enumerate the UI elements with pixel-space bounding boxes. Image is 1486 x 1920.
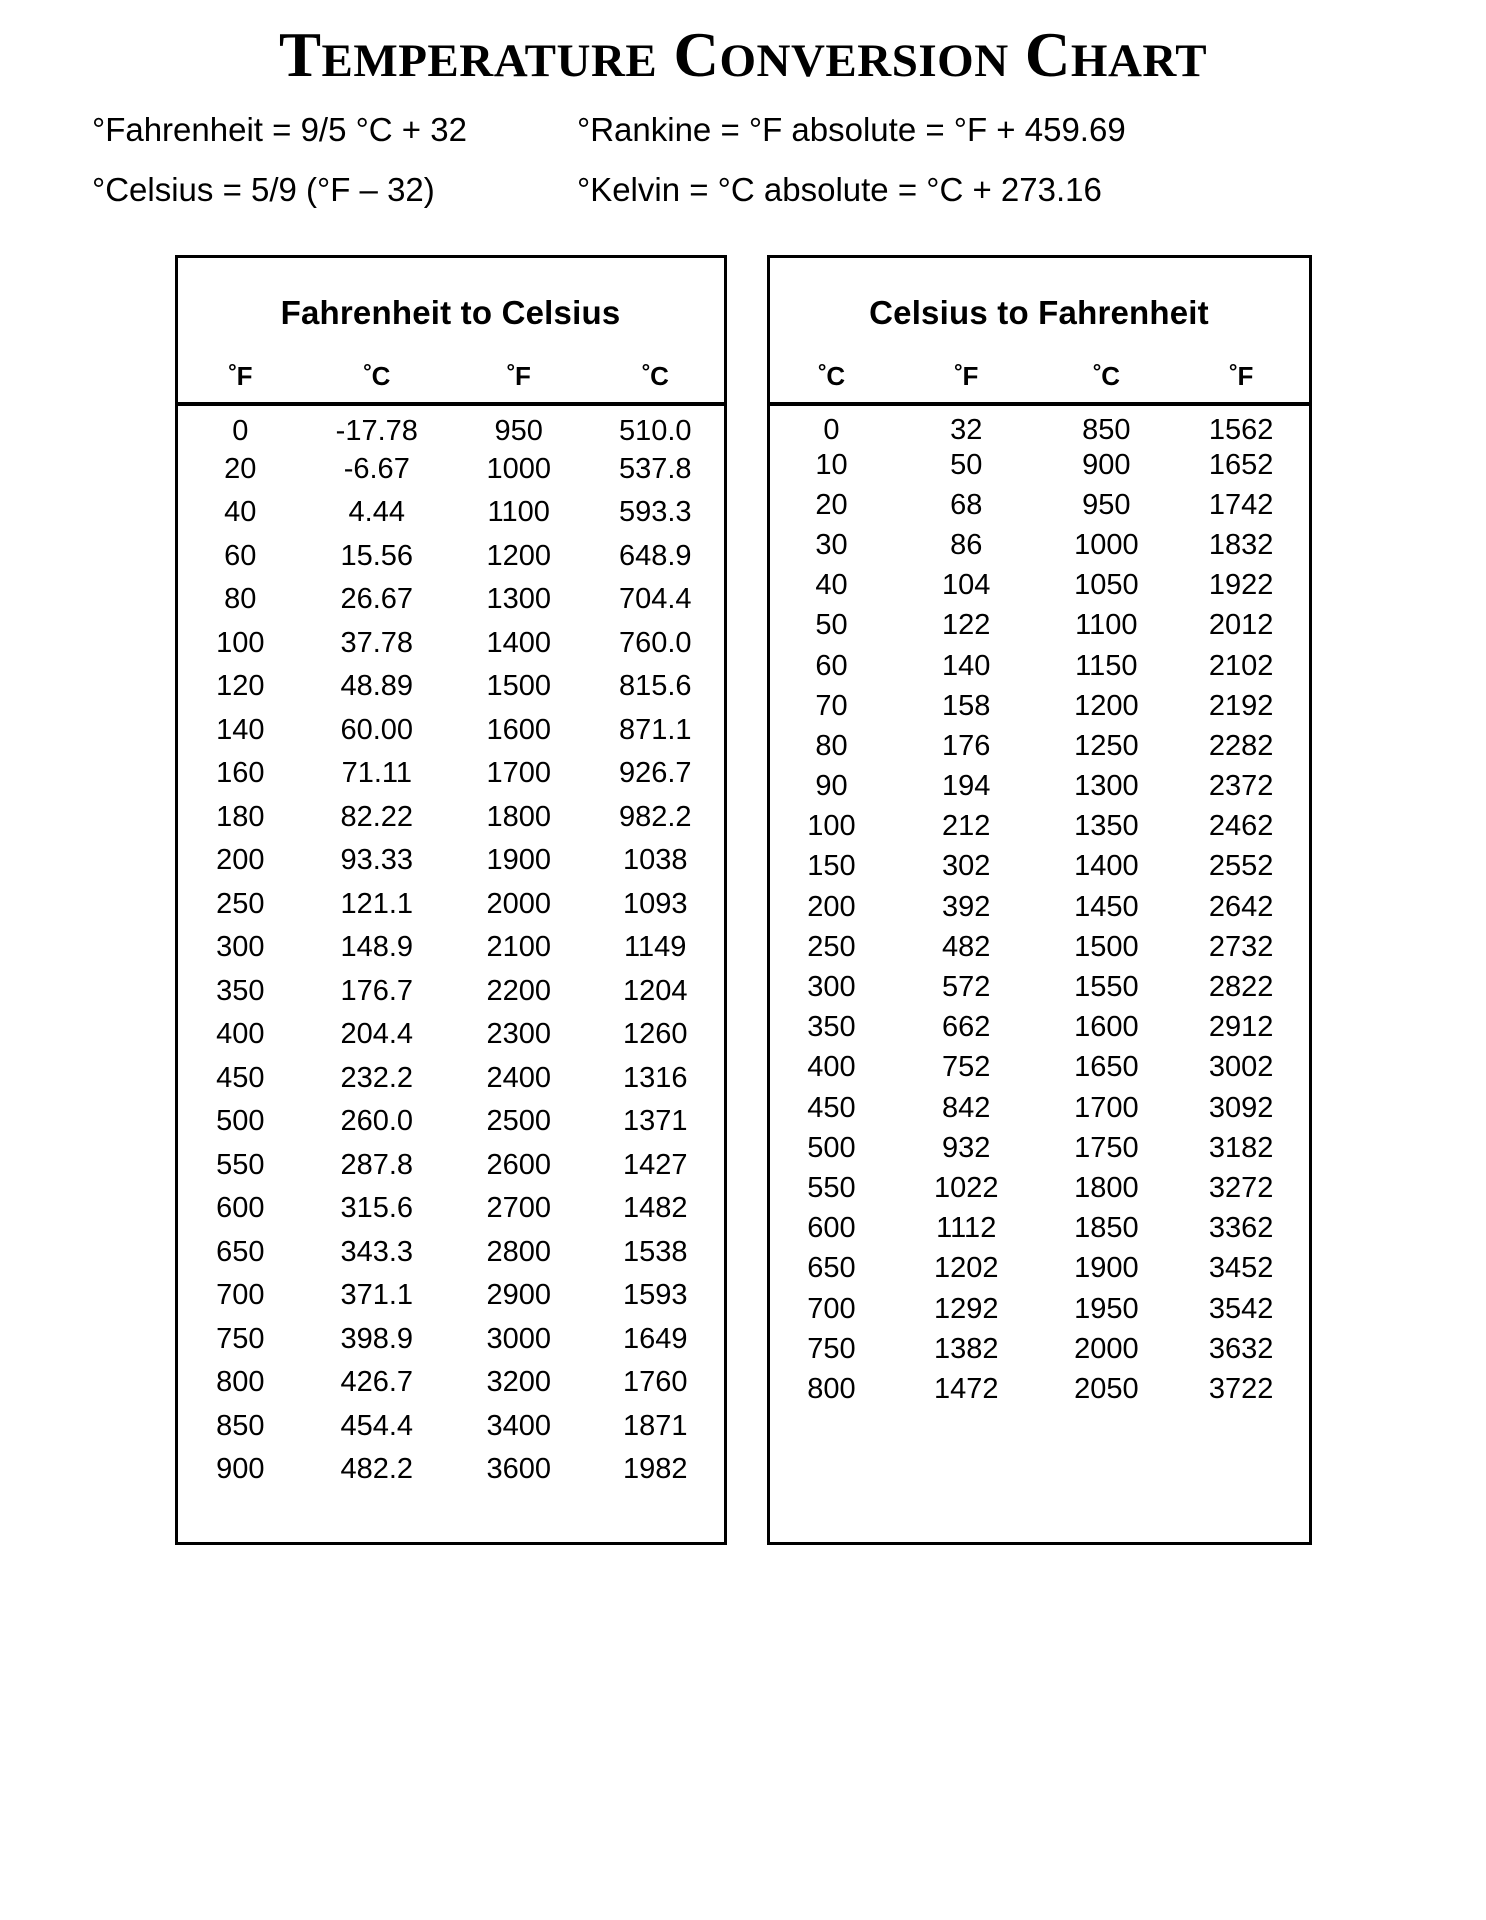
table-cell: 1100 [1075, 609, 1138, 642]
table-row [178, 1317, 724, 1361]
table-cell: 426.7 [340, 1366, 414, 1399]
table-cell: 260.0 [340, 1105, 414, 1138]
table-cell: 86 [950, 528, 983, 561]
degree-symbol: ° [506, 360, 516, 384]
table-cell: 3182 [1208, 1131, 1274, 1164]
table-cell: 48.89 [340, 670, 414, 703]
table-row [178, 752, 724, 796]
table-cell: 315.6 [340, 1192, 414, 1225]
table-cell: 1482 [622, 1192, 688, 1225]
table-cell: 400 [216, 1018, 265, 1051]
table-cell: 700 [216, 1279, 265, 1312]
table-cell: 450 [216, 1061, 265, 1094]
table-cell: 100 [216, 626, 265, 659]
table-cell: 2900 [486, 1279, 551, 1312]
table-cell: 10 [815, 448, 848, 481]
table-cell: 176.7 [340, 974, 414, 1007]
table-cell: 1200 [1074, 689, 1139, 722]
table-cell: 60 [815, 649, 848, 682]
fahrenheit-to-celsius-table [178, 358, 724, 1491]
column-header-f1: °F [954, 360, 979, 391]
table-cell: 1472 [933, 1372, 999, 1405]
table-cell: 160 [216, 757, 265, 790]
table-cell: 1900 [486, 844, 551, 877]
table-cell: 0 [232, 415, 249, 448]
table-cell: 1871 [622, 1409, 688, 1442]
table-header-row [178, 358, 724, 404]
table-cell: 1982 [622, 1453, 688, 1486]
table-row [770, 1329, 1309, 1369]
table-cell: 850 [1082, 413, 1131, 446]
table-cell: 1300 [1074, 770, 1139, 803]
table-cell: 842 [942, 1091, 991, 1124]
table-cell: 204.4 [340, 1018, 414, 1051]
table-cell: 1112 [936, 1212, 997, 1245]
table-cell: 3272 [1208, 1171, 1274, 1204]
table-cell: 40 [815, 569, 848, 602]
table-cell: 26.67 [340, 583, 414, 616]
table-row [770, 1048, 1309, 1088]
table-row [178, 1274, 724, 1318]
table-cell: 140 [216, 713, 265, 746]
table-cell: 1100 [487, 496, 550, 529]
formula-rankine: °Rankine = °F absolute = °F + 459.69 [577, 111, 1126, 148]
table-cell: 1300 [486, 583, 551, 616]
table-row [178, 491, 724, 535]
table-header-row [770, 358, 1309, 404]
table-cell: 93.33 [340, 844, 414, 877]
table-cell: 760.0 [618, 626, 692, 659]
table-row [178, 708, 724, 752]
table-cell: 37.78 [340, 626, 414, 659]
table-cell: 232.2 [340, 1061, 414, 1094]
table-row [770, 847, 1309, 887]
table-row [178, 1013, 724, 1057]
table-row [178, 1187, 724, 1231]
table-cell: 2462 [1208, 810, 1274, 843]
table-cell: 40 [224, 496, 257, 529]
table-cell: 2642 [1208, 890, 1274, 923]
table-cell: 3722 [1208, 1372, 1274, 1405]
table-cell: 90 [815, 770, 848, 803]
fahrenheit-to-celsius-title: Fahrenheit to Celsius [280, 294, 621, 331]
table-cell: 3000 [486, 1322, 551, 1355]
table-cell: 32 [950, 413, 983, 446]
table-cell: 140 [942, 649, 991, 682]
table-row [770, 726, 1309, 766]
degree-symbol: ° [228, 360, 237, 384]
formula-block [0, 113, 1486, 233]
table-cell: 982.2 [618, 800, 692, 833]
table-cell: 250 [216, 887, 265, 920]
table-cell: 815.6 [618, 670, 692, 703]
table-row [770, 807, 1309, 847]
table-cell: 350 [216, 974, 265, 1007]
table-row [178, 1100, 724, 1144]
table-cell: 2050 [1074, 1372, 1139, 1405]
table-cell: 1650 [1074, 1051, 1139, 1084]
column-header-f2: °F [506, 360, 531, 391]
table-cell: 593.3 [618, 496, 692, 529]
table-cell: 60.00 [340, 713, 414, 746]
table-cell: 1382 [933, 1332, 999, 1365]
table-cell: 82.22 [340, 800, 414, 833]
degree-symbol: ° [1228, 360, 1238, 384]
table-cell: 1093 [622, 887, 688, 920]
table-row [770, 445, 1309, 485]
table-cell: 600 [216, 1192, 265, 1225]
table-row [178, 534, 724, 578]
formula-fahrenheit: °Fahrenheit = 9/5 °C + 32 [92, 111, 467, 148]
table-row [770, 1249, 1309, 1289]
table-cell: 648.9 [618, 539, 692, 572]
table-cell: 482.2 [340, 1453, 414, 1486]
table-cell: 1250 [1074, 729, 1139, 762]
table-cell: 1427 [622, 1148, 688, 1181]
table-row [178, 839, 724, 883]
table-cell: 2912 [1208, 1011, 1274, 1044]
table-cell: 1950 [1074, 1292, 1139, 1325]
table-cell: 2732 [1208, 930, 1274, 963]
table-cell: 2012 [1208, 609, 1274, 642]
table-cell: 1760 [622, 1366, 688, 1399]
table-cell: 500 [216, 1105, 265, 1138]
table-cell: 1600 [486, 713, 551, 746]
table-cell: 3600 [486, 1453, 551, 1486]
table-cell: 104 [942, 569, 991, 602]
table-row [178, 1143, 724, 1187]
table-cell: 650 [216, 1235, 265, 1268]
table-cell: 450 [807, 1091, 856, 1124]
fahrenheit-to-celsius-table-box [175, 255, 727, 1545]
page-title [0, 0, 1486, 90]
table-row [770, 485, 1309, 525]
table-cell: 80 [815, 729, 848, 762]
table-cell: 371.1 [340, 1279, 414, 1312]
table-cell: 662 [942, 1011, 991, 1044]
table-cell: 1450 [1074, 890, 1139, 923]
table-cell: 287.8 [340, 1148, 414, 1181]
table-cell: 500 [807, 1131, 856, 1164]
table-row [770, 766, 1309, 806]
table-cell: 1550 [1074, 971, 1139, 1003]
table-cell: 392 [942, 890, 991, 923]
table-row [178, 578, 724, 622]
table-cell: 80 [224, 583, 257, 616]
table-row [770, 887, 1309, 927]
table-row [770, 1008, 1309, 1048]
table-cell: 750 [807, 1332, 856, 1365]
table-cell: 950 [1082, 488, 1131, 521]
formula-row-2 [92, 173, 1446, 233]
table-cell: 300 [216, 931, 265, 964]
page-title-text: TEMPERATURE CONVERSION CHART [278, 20, 1208, 90]
table-cell: 850 [216, 1409, 265, 1442]
table-row [770, 646, 1309, 686]
table-cell: 300 [807, 971, 856, 1003]
table-row [770, 404, 1309, 445]
table-cell: 1649 [622, 1322, 688, 1355]
table-row [178, 1404, 724, 1448]
table-cell: 2500 [486, 1105, 551, 1138]
table-cell: 350 [807, 1011, 856, 1044]
table-cell: 800 [216, 1366, 265, 1399]
table-cell: 2372 [1208, 770, 1274, 803]
table-row [178, 969, 724, 1013]
table-cell: 68 [950, 488, 983, 521]
table-cell: 550 [807, 1171, 856, 1204]
table-cell: 537.8 [618, 452, 692, 485]
table-cell: 2102 [1208, 649, 1274, 682]
table-cell: 1200 [486, 539, 551, 572]
table-body [178, 404, 724, 1492]
table-cell: 572 [942, 971, 991, 1003]
table-cell: 1022 [933, 1171, 999, 1204]
table-cell: 454.4 [340, 1409, 414, 1442]
degree-symbol: ° [641, 360, 651, 384]
table-cell: 1260 [622, 1018, 688, 1051]
table-cell: 650 [807, 1252, 856, 1285]
table-cell: 1400 [486, 626, 551, 659]
celsius-to-fahrenheit-table [770, 358, 1309, 1409]
table-cell: 1350 [1074, 810, 1139, 843]
table-cell: 1750 [1074, 1131, 1139, 1164]
table-cell: 4.44 [348, 496, 405, 529]
formula-celsius: °Celsius = 5/9 (°F – 32) [92, 171, 435, 208]
table-cell: 1050 [1074, 569, 1139, 602]
table-cell: 2700 [486, 1192, 551, 1225]
table-cell: 1593 [622, 1279, 688, 1312]
table-cell: 15.56 [340, 539, 414, 572]
column-header-f2: °F [1228, 360, 1254, 391]
table-cell: 3362 [1208, 1212, 1274, 1245]
table-cell: 1700 [486, 757, 551, 790]
table-cell: 2552 [1208, 850, 1274, 883]
table-cell: 1700 [1074, 1091, 1139, 1124]
table-row [770, 1289, 1309, 1329]
table-row [178, 1230, 724, 1274]
table-cell: 1922 [1208, 569, 1274, 602]
table-cell: 343.3 [340, 1235, 414, 1268]
table-row [770, 1128, 1309, 1168]
table-cell: 1371 [622, 1105, 688, 1138]
table-cell: 150 [807, 850, 856, 883]
table-cell: 2100 [486, 931, 551, 964]
table-cell: 550 [216, 1148, 265, 1181]
formula-row-1 [92, 113, 1446, 173]
table-cell: 122 [942, 609, 991, 642]
table-row [178, 1056, 724, 1100]
table-cell: 871.1 [618, 713, 692, 746]
table-cell: 398.9 [340, 1322, 414, 1355]
table-cell: 1900 [1074, 1252, 1139, 1285]
table-cell: 800 [807, 1372, 856, 1405]
table-cell: -17.78 [335, 415, 418, 448]
table-row [770, 1168, 1309, 1208]
table-cell: 100 [807, 810, 856, 843]
table-cell: 1800 [1074, 1171, 1139, 1204]
table-cell: 158 [942, 689, 991, 722]
table-cell: 482 [942, 930, 991, 963]
column-header-f1: °F [228, 360, 253, 391]
table-cell: 20 [815, 488, 848, 521]
table-body [770, 404, 1309, 1410]
degree-symbol: ° [817, 360, 827, 384]
table-cell: 2192 [1208, 689, 1274, 722]
table-row [770, 686, 1309, 726]
table-row [178, 1361, 724, 1405]
column-header-c2: °C [1092, 360, 1121, 391]
table-cell: 30 [815, 528, 848, 561]
table-cell: 1149 [624, 931, 687, 964]
table-cell: 176 [942, 729, 991, 762]
table-cell: 200 [807, 890, 856, 923]
table-cell: 1500 [1074, 930, 1139, 963]
table-row [770, 525, 1309, 565]
table-cell: 60 [224, 539, 257, 572]
table-cell: 3542 [1208, 1292, 1274, 1325]
table-cell: 1850 [1074, 1212, 1139, 1245]
table-row [178, 882, 724, 926]
table-cell: 1150 [1075, 649, 1138, 682]
table-cell: 3092 [1208, 1091, 1274, 1124]
table-cell: 20 [224, 452, 257, 485]
table-row [178, 404, 724, 448]
table-cell: 70 [815, 689, 848, 722]
tables-container [0, 255, 1486, 1545]
table-cell: 1400 [1074, 850, 1139, 883]
table-cell: 704.4 [618, 583, 692, 616]
table-cell: 2282 [1208, 729, 1274, 762]
formula-kelvin: °Kelvin = °C absolute = °C + 273.16 [577, 171, 1102, 208]
table-row [770, 1369, 1309, 1409]
column-header-c1: °C [363, 360, 391, 391]
table-cell: 200 [216, 844, 265, 877]
column-header-c1: °C [817, 360, 846, 391]
table-cell: 1316 [622, 1061, 688, 1094]
table-cell: 212 [942, 810, 991, 843]
table-cell: 2000 [1074, 1332, 1139, 1365]
table-cell: 148.9 [340, 931, 414, 964]
table-header [178, 358, 724, 404]
table-cell: 900 [1082, 448, 1131, 481]
table-row [770, 967, 1309, 1007]
table-cell: 400 [807, 1051, 856, 1084]
table-row [178, 1448, 724, 1492]
table-cell: 3200 [486, 1366, 551, 1399]
table-row [178, 621, 724, 665]
table-cell: 2822 [1208, 971, 1274, 1003]
table-cell: 3632 [1208, 1332, 1274, 1365]
table-row [178, 926, 724, 970]
table-cell: 932 [942, 1131, 991, 1164]
degree-symbol: ° [1092, 360, 1102, 384]
table-cell: 1000 [1074, 528, 1139, 561]
table-row [770, 566, 1309, 606]
table-cell: 1832 [1208, 528, 1274, 561]
table-cell: 1538 [622, 1235, 688, 1268]
table-cell: 1292 [933, 1292, 999, 1325]
degree-symbol: ° [363, 360, 372, 384]
table-cell: 1500 [486, 670, 551, 703]
table-cell: 50 [815, 609, 848, 642]
table-cell: 1652 [1208, 448, 1274, 481]
table-cell: 752 [942, 1051, 991, 1084]
table-cell: 950 [494, 415, 543, 448]
table-cell: 1600 [1074, 1011, 1139, 1044]
table-cell: 180 [216, 800, 265, 833]
table-cell: 1800 [486, 800, 551, 833]
table-cell: 926.7 [618, 757, 692, 790]
table-cell: 3452 [1208, 1252, 1274, 1285]
table-cell: 121.1 [340, 887, 414, 920]
table-cell: 50 [950, 448, 983, 481]
celsius-to-fahrenheit-title: Celsius to Fahrenheit [869, 294, 1209, 331]
table-cell: 250 [807, 930, 856, 963]
table-cell: 1202 [933, 1252, 999, 1285]
table-cell: 194 [942, 770, 991, 803]
table-row [770, 606, 1309, 646]
table-row [770, 1088, 1309, 1128]
table-row [178, 795, 724, 839]
table-cell: 2000 [486, 887, 551, 920]
table-cell: 700 [807, 1292, 856, 1325]
table-cell: 3002 [1208, 1051, 1274, 1084]
table-cell: 600 [807, 1212, 856, 1245]
table-cell: 120 [216, 670, 265, 703]
table-cell: -6.67 [343, 452, 410, 485]
table-cell: 71.11 [341, 757, 412, 790]
table-cell: 1562 [1208, 413, 1274, 446]
table-cell: 510.0 [618, 415, 692, 448]
table-cell: 900 [216, 1453, 265, 1486]
table-cell: 1204 [622, 974, 688, 1007]
table-row [178, 665, 724, 709]
table-header [770, 358, 1309, 404]
table-cell: 2800 [486, 1235, 551, 1268]
table-cell: 1000 [486, 452, 551, 485]
table-cell: 2300 [486, 1018, 551, 1051]
table-cell: 3400 [486, 1409, 551, 1442]
column-header-c2: °C [641, 360, 669, 391]
table-cell: 1742 [1208, 488, 1274, 521]
degree-symbol: ° [954, 360, 963, 384]
table-row [770, 1209, 1309, 1249]
celsius-to-fahrenheit-table-box [767, 255, 1312, 1545]
table-cell: 750 [216, 1322, 265, 1355]
table-cell: 0 [823, 413, 840, 446]
table-cell: 2200 [486, 974, 551, 1007]
table-row [770, 927, 1309, 967]
table-cell: 2600 [486, 1148, 551, 1181]
table-cell: 302 [942, 850, 991, 883]
table-cell: 1038 [622, 844, 688, 877]
table-cell: 2400 [486, 1061, 551, 1094]
table-row [178, 447, 724, 491]
